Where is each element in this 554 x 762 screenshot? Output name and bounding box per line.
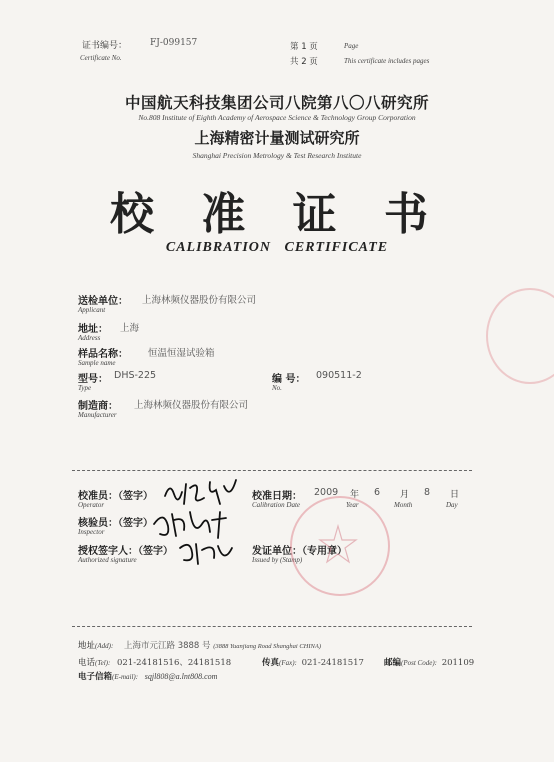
footer-email-value: sqjl808@a.lnt808.com (144, 672, 218, 681)
sample-label: 样品名称： (78, 349, 128, 360)
issued-label: 发证单位：（专用章） (252, 546, 347, 557)
no-value: 090511-2 (316, 370, 362, 381)
no-label-en: No. (272, 384, 282, 392)
footer-tel-value: 021-24181516、24181518 (117, 658, 232, 668)
footer-tel-label: 电话 (78, 658, 96, 668)
address-value: 上海 (120, 323, 140, 334)
date-month-unit: 月 (400, 490, 410, 500)
org-name-en: No.808 Institute of Eighth Academy of Aerospace Science & Technology Group Corporation (138, 113, 416, 122)
operator-signature (160, 474, 240, 510)
no-label: 编 号： (272, 374, 306, 385)
page-label: 第 1 页 (290, 42, 318, 52)
divider-top (72, 470, 472, 471)
inspector-label-en: Inspector (78, 528, 105, 536)
applicant-label: 送检单位： (78, 296, 128, 307)
operator-label: 校准员：（签字） (78, 491, 153, 502)
type-label-en: Type (78, 384, 92, 392)
date-year-unit: 年 (350, 490, 360, 500)
stamp-star-icon (310, 516, 366, 572)
org-name: 中国航天科技集团公司八院第八〇八研究所 (124, 94, 429, 112)
footer-fax-label-en: (Fax): (279, 659, 297, 667)
sample-label-en: Sample name (78, 359, 116, 367)
date-month-en: Month (394, 501, 413, 509)
authorized-label-en: Authorized signature (78, 556, 137, 564)
maker-value: 上海林频仪器股份有限公司 (134, 400, 249, 411)
maker-label: 制造商： (78, 401, 118, 412)
footer-address-label-en: (Add): (95, 642, 114, 650)
footer-email-row (78, 670, 217, 682)
type-label: 型号： (78, 374, 108, 385)
footer-fax-row (262, 656, 364, 668)
applicant-value: 上海林频仪器股份有限公司 (142, 295, 257, 306)
cert-no-label: 证书编号： (82, 41, 128, 51)
date-day-unit: 日 (450, 490, 460, 500)
org-subname-en: Shanghai Precision Metrology & Test Research Institute (192, 151, 362, 160)
footer-fax-label: 传真 (262, 658, 280, 668)
date-day-en: Day (446, 501, 458, 509)
footer-address-cn: 上海市元江路 3888 号 (124, 641, 211, 651)
date-year-en: Year (346, 501, 359, 509)
sample-value: 恒温恒湿试验箱 (148, 348, 215, 359)
applicant-label-en: Applicant (78, 306, 106, 314)
authorized-label: 授权签字人：（签字） (78, 546, 173, 557)
doc-title-en: CALIBRATION CERTIFICATE (165, 240, 389, 255)
address-label: 地址： (78, 324, 108, 335)
total-pages-en: This certificate includes pages (344, 57, 430, 65)
authorized-signature (176, 536, 236, 568)
date-label-en: Calibration Date (252, 501, 301, 509)
address-label-en: Address (78, 334, 101, 342)
inspector-label: 核验员：（签字） (78, 518, 153, 529)
cert-no-label-en: Certificate No. (80, 54, 122, 62)
divider-bottom (72, 626, 472, 627)
total-pages-label: 共 2 页 (290, 57, 318, 67)
type-value: DHS-225 (114, 370, 157, 381)
date-month: 6 (374, 487, 381, 498)
footer-address-en: (3888 Yuanjiang Road Shanghai CHINA) (213, 643, 321, 650)
issued-label-en: Issued by (Stamp) (252, 556, 303, 564)
edge-seal-stamp (486, 288, 554, 384)
footer-post-value: 201109 (441, 658, 475, 668)
doc-title: 校 准 证 书 (110, 189, 444, 240)
footer-tel-label-en: (Tel): (95, 659, 111, 667)
footer-address-row (78, 639, 321, 651)
date-day: 8 (424, 487, 431, 498)
footer-address-label: 地址 (78, 641, 96, 651)
footer-email-label-en: (E-mail): (112, 673, 139, 681)
operator-label-en: Operator (78, 501, 105, 509)
cert-no-value: FJ-099157 (150, 38, 198, 48)
footer-contact-row (78, 656, 231, 668)
org-subname: 上海精密计量测试研究所 (194, 129, 360, 147)
date-year: 2009 (314, 487, 339, 498)
date-label: 校准日期： (252, 491, 302, 502)
footer-post-label: 邮编 (384, 658, 402, 668)
maker-label-en: Manufacturer (78, 411, 117, 419)
page-label-en: Page (344, 42, 359, 50)
footer-email-label: 电子信箱 (78, 672, 113, 682)
footer-post-row (384, 656, 474, 668)
footer-post-label-en: (Post Code): (401, 659, 437, 667)
footer-fax-value: 021-24181517 (301, 658, 364, 668)
